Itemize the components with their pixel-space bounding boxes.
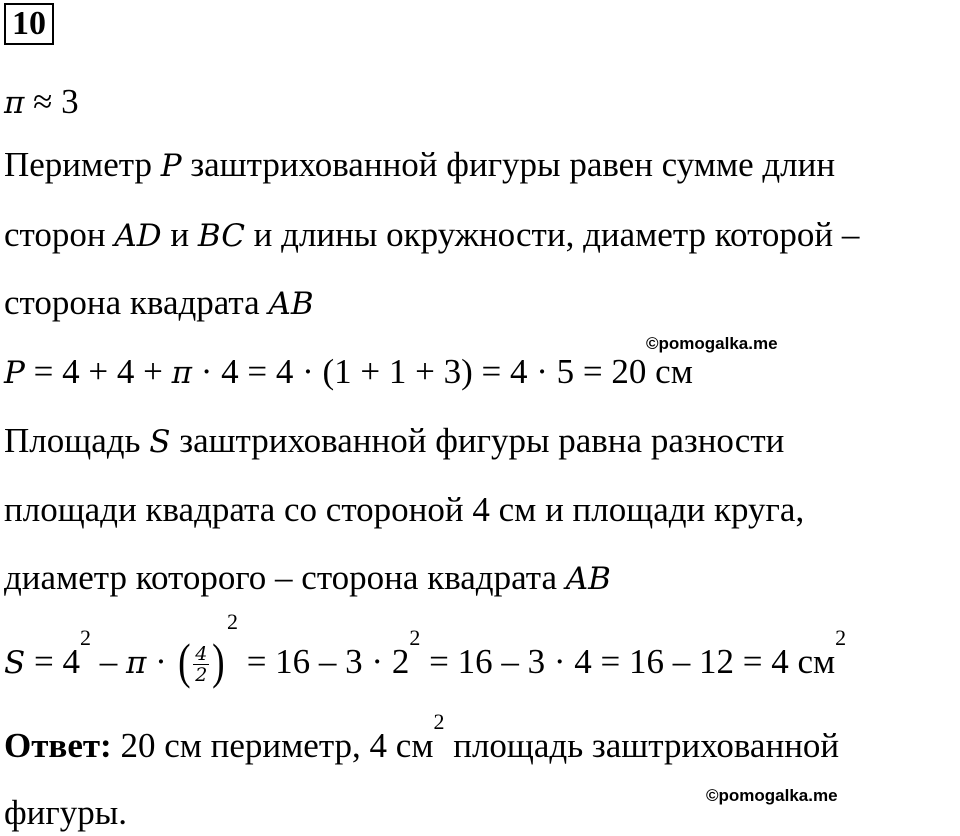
var-bc: BC (197, 218, 245, 254)
text: и длины окружности, диаметр которой – (244, 215, 860, 254)
text: площади квадрата со стороной 4 см и площади круга, (4, 490, 805, 529)
area-formula (4, 609, 847, 689)
fraction-denominator: 2 (195, 664, 208, 687)
exponent: 2 (835, 625, 847, 650)
var-s: S (149, 424, 171, 460)
var-p: P (160, 148, 182, 184)
area-text-line-2 (4, 490, 804, 530)
text: = 4 (25, 642, 80, 681)
text: сторона квадрата (4, 283, 269, 322)
fraction (193, 644, 209, 685)
answer-label: Ответ: (4, 726, 112, 765)
paren-open: ( (177, 632, 191, 689)
text: · 4 = 4 · (1 + 1 + 3) = 4 · 5 = 20 см (191, 352, 693, 391)
text: – (91, 642, 126, 681)
var-s: S (4, 645, 26, 681)
text: = 16 – 3 · 2 (237, 642, 410, 681)
var-ad: AD (114, 218, 162, 254)
perimeter-formula (4, 352, 693, 393)
text: и (161, 215, 198, 254)
var-ab: AB (268, 286, 314, 322)
pi-symbol: π (126, 645, 147, 681)
var-ab: AB (565, 561, 611, 597)
exponent: 2 (226, 609, 238, 634)
pi-approximation (4, 82, 79, 123)
text: 20 см периметр, 4 см (111, 726, 434, 765)
text: фигуры. (4, 793, 128, 832)
pi-symbol: π (4, 85, 25, 121)
answer-line-1 (4, 709, 840, 766)
task-number-badge: 10 (4, 3, 54, 45)
text: заштрихованной фигуры равен сумме длин (181, 145, 836, 184)
text: · (146, 642, 176, 681)
answer-line-2 (4, 793, 127, 833)
text: Площадь (4, 421, 150, 460)
var-p: P (4, 355, 25, 391)
area-text-line-3 (4, 558, 611, 599)
exponent: 2 (409, 625, 421, 650)
fraction-numerator: 4 (195, 643, 208, 666)
perimeter-text-line-2 (4, 215, 859, 256)
exponent: 2 (433, 709, 445, 734)
perimeter-text-line-3 (4, 283, 314, 324)
text: = 16 – 3 · 4 = 16 – 12 = 4 см (420, 642, 836, 681)
area-text-line-1 (4, 421, 784, 462)
text: Периметр (4, 145, 161, 184)
paren-close: ) (212, 632, 225, 689)
text: = 4 + 4 + (24, 352, 172, 391)
pi-symbol: π (171, 355, 192, 391)
text: заштрихованной фигуры равна разности (170, 421, 785, 460)
watermark: ©pomogalka.me (646, 334, 778, 353)
text: площадь заштрихованной (444, 726, 840, 765)
text: сторон (4, 215, 115, 254)
perimeter-text-line-1 (4, 145, 835, 186)
watermark: ©pomogalka.me (706, 786, 838, 805)
pi-value: ≈ 3 (24, 82, 79, 121)
exponent: 2 (80, 625, 91, 650)
text: диаметр которого – сторона квадрата (4, 558, 566, 597)
